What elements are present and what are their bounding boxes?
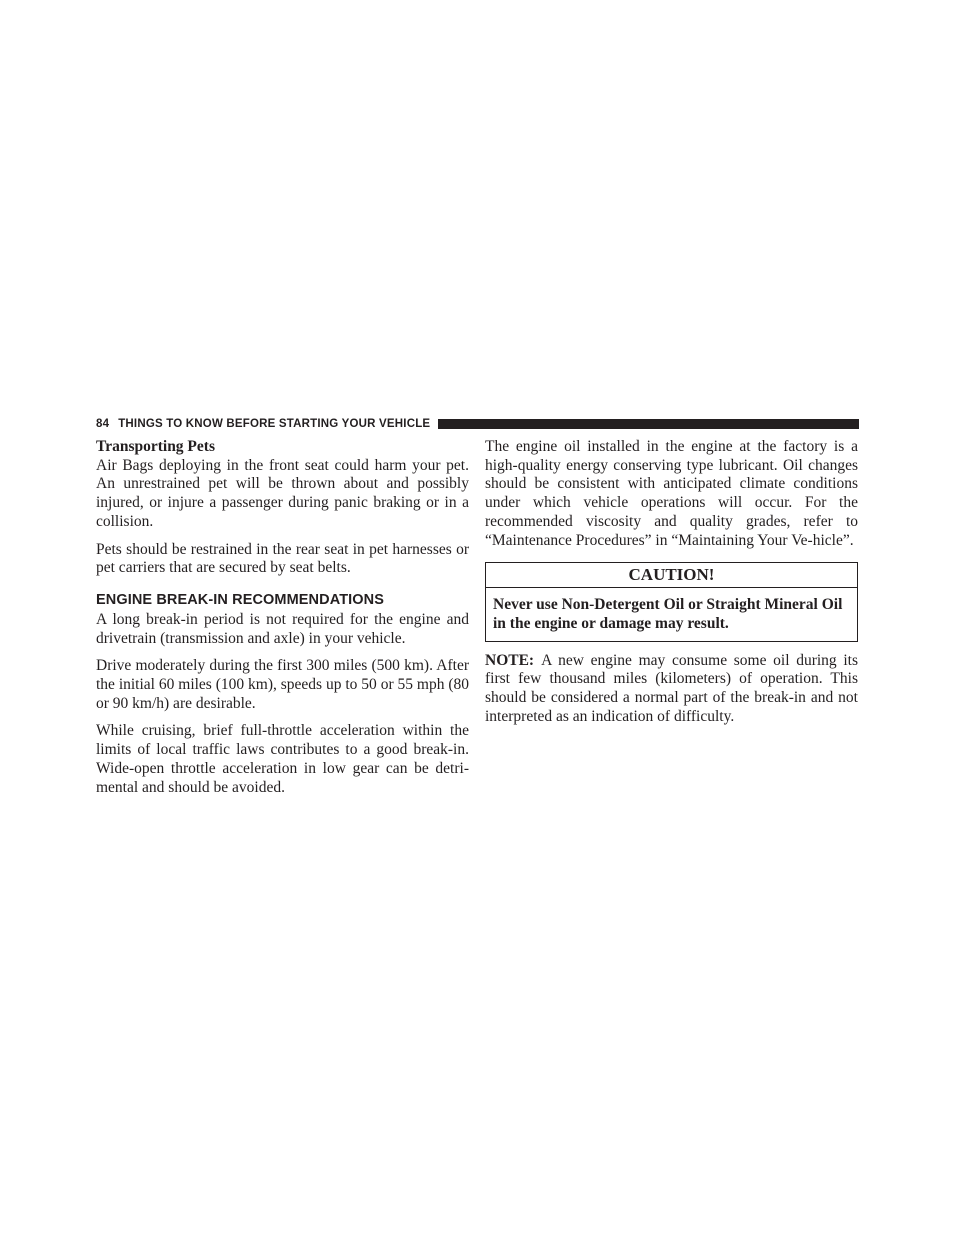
running-title: THINGS TO KNOW BEFORE STARTING YOUR VEHICLE <box>118 418 431 430</box>
note-paragraph <box>485 652 858 727</box>
caution-body: Never use Non-Detergent Oil or Straight Mineral Oil in the engine or damage may result. <box>493 596 843 632</box>
caution-title: CAUTION! <box>486 563 857 588</box>
paragraph-drive-moderately: Drive moderately during the first 300 miles (500 km). After the initial 60 miles (100 km), speeds up to 50 or 55 mph (80 or 90 km/h) are desirable. <box>96 657 469 712</box>
note-text: A new engine may consume some oil during its first few thousand miles (kilometers) of operation. This should be considered a normal part of the break-in and not interpreted as an indication of difficulty. <box>485 651 858 725</box>
paragraph-engine-oil: The engine oil installed in the engine at the factory is a high-quality energy conserving type lubricant. Oil changes should be consistent with anticipated climate conditions under which vehicle operations will occur. For the recommended viscosity and quality grades, refer to “Maintenance Procedures” in “Maintaining Your Ve-hicle”. <box>485 438 858 549</box>
paragraph-pets-restrained: Pets should be restrained in the rear seat in pet harnesses or pet carriers that are secured by seat belts. <box>96 540 469 577</box>
subheading-transporting-pets: Transporting Pets <box>96 438 215 455</box>
paragraph-full-throttle: While cruising, brief full-throttle acceleration within the limits of local traffic laws contributes to a good break-in. Wide-open throttle acceleration in low gear can be detri-mental and should be avoided. <box>96 722 469 796</box>
right-column <box>485 438 858 735</box>
caution-box <box>485 562 858 641</box>
page-number: 84 <box>96 418 110 430</box>
left-column <box>96 438 469 806</box>
paragraph-break-in-period: A long break-in period is not required for the engine and drivetrain (transmission and axle) in your vehicle. <box>96 610 469 647</box>
note-label: NOTE: <box>485 651 535 669</box>
page-header <box>96 416 859 432</box>
paragraph-air-bags-pets: Air Bags deploying in the front seat could harm your pet. An unrestrained pet will be thrown about and possibly injured, or injure a passenger during panic braking or in a collision. <box>96 456 469 530</box>
header-rule-bar <box>438 419 859 429</box>
section-heading-engine-break-in: ENGINE BREAK-IN RECOMMENDATIONS <box>96 591 385 608</box>
